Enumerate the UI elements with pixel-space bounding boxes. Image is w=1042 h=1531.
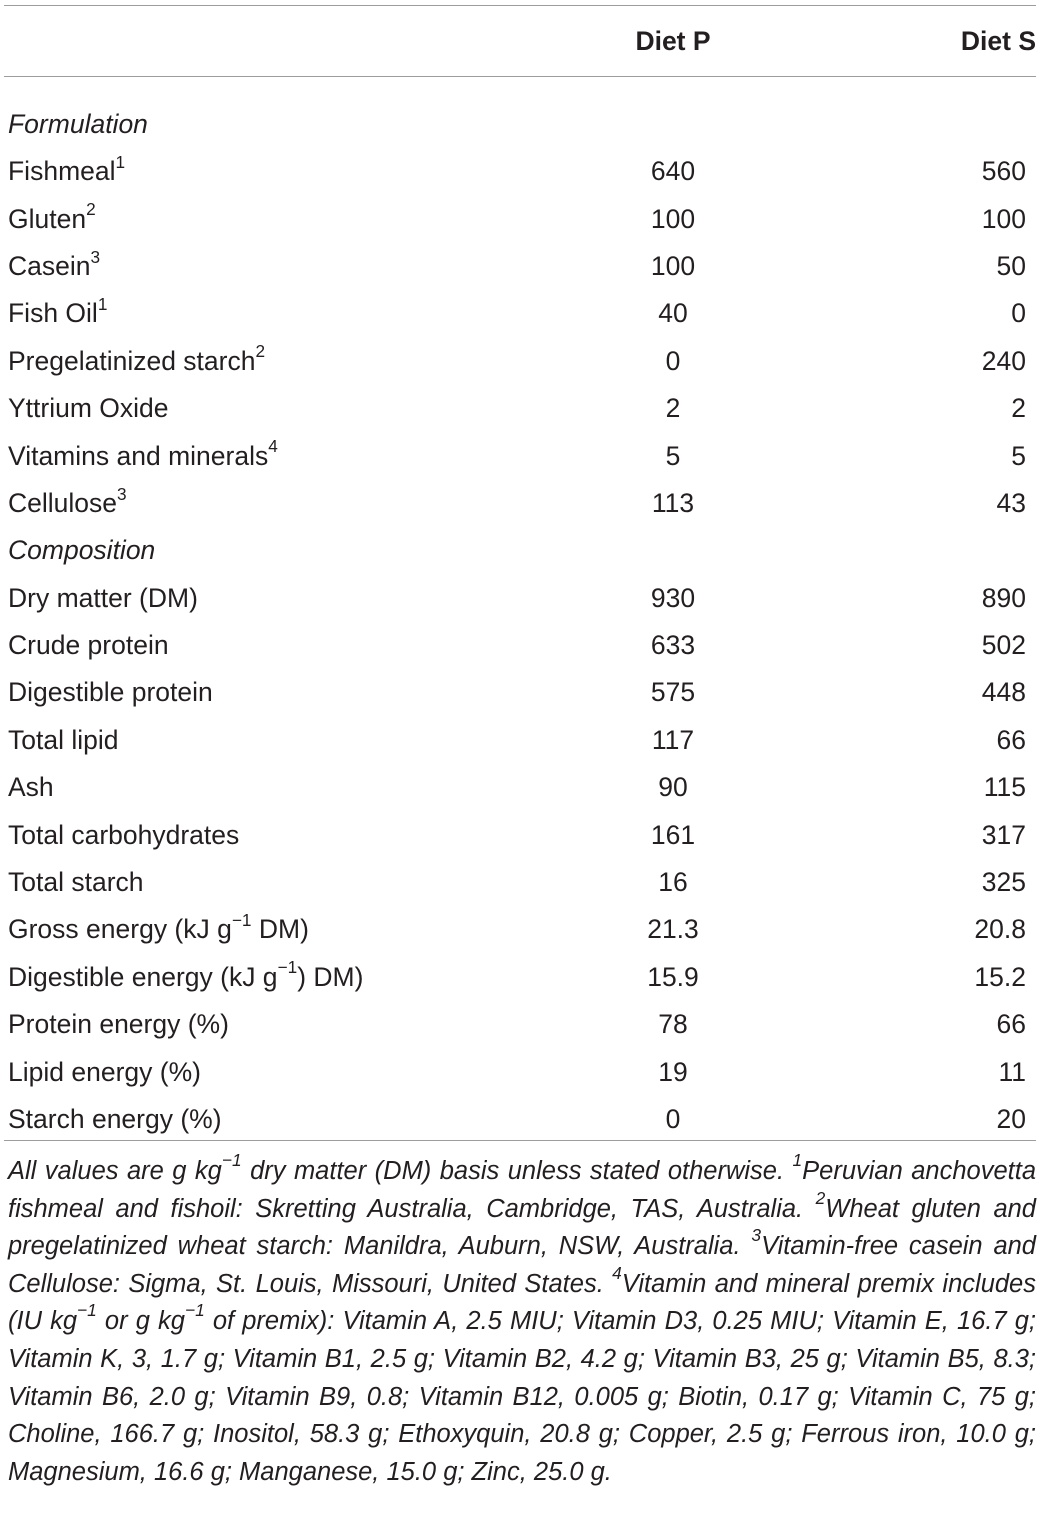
footnote-reference: 3 (90, 246, 101, 267)
footnote-reference: 2 (86, 199, 96, 220)
row-label (0, 622, 566, 669)
table-row (0, 764, 1042, 811)
row-label (0, 338, 566, 385)
table-row (0, 338, 1042, 385)
diet-s-value: 66 (996, 1009, 1026, 1040)
table-row (0, 1096, 1042, 1143)
table-row (0, 906, 1042, 953)
diet-p-value: 575 (650, 677, 696, 708)
section-label: Composition (8, 535, 156, 566)
diet-s-value: 448 (981, 677, 1026, 708)
table-row (0, 859, 1042, 906)
row-label (0, 1048, 566, 1095)
footnote-reference: 1 (97, 293, 108, 314)
diet-s-value: 502 (981, 630, 1026, 661)
row-label (0, 480, 566, 527)
diet-p-value: 633 (650, 630, 696, 661)
diet-s-value: 115 (983, 772, 1026, 803)
diet-s-value: 890 (981, 582, 1026, 613)
diet-s-value: 50 (996, 250, 1026, 281)
row-label (0, 1096, 566, 1143)
row-label-text: Gross energy (kJ g (8, 914, 232, 945)
row-label-text-end: DM) (251, 914, 309, 945)
footnote-mark-2: 2 (815, 1187, 826, 1208)
diet-p-value: 0 (665, 345, 681, 376)
row-label-exponent: −1 (277, 957, 298, 978)
diet-s-value: 43 (996, 487, 1026, 518)
table-row (0, 954, 1042, 1001)
table-row (0, 148, 1042, 195)
header-row (0, 0, 1042, 77)
row-label-text: Yttrium Oxide (8, 393, 169, 424)
diet-p-value: 78 (658, 1009, 688, 1040)
section-header-row (0, 527, 1042, 574)
table-row (0, 290, 1042, 337)
row-label (0, 859, 566, 906)
row-label-text: Fish Oil (8, 298, 98, 329)
footnote-intro-rest: dry matter (DM) basis unless stated otherwise. (241, 1157, 793, 1185)
diet-s-value: 560 (981, 156, 1026, 187)
diet-s-value: 100 (981, 203, 1026, 234)
table-row (0, 575, 1042, 622)
footnote-reference: 2 (255, 341, 266, 362)
header-diet-p: Diet P (635, 26, 711, 56)
diet-p-value: 640 (650, 156, 696, 187)
row-label (0, 385, 566, 432)
row-label (0, 148, 566, 195)
diet-s-value: 325 (981, 867, 1026, 898)
row-label (0, 669, 566, 716)
footnote-reference: 1 (115, 151, 126, 172)
table-row (0, 811, 1042, 858)
row-label (0, 906, 566, 953)
diet-p-value: 161 (650, 819, 696, 850)
footnote-note-1: Peruvian anchovetta fishmeal and fishoil: Skretting Australia, Cambridge, TAS, Australia. (8, 1157, 1036, 1223)
row-label-text: Total starch (8, 867, 144, 898)
table-row (0, 480, 1042, 527)
row-label-text: Lipid energy (%) (8, 1056, 201, 1087)
table-row (0, 432, 1042, 479)
diet-p-value: 21.3 (647, 914, 699, 945)
table-row (0, 385, 1042, 432)
row-label-text: Crude protein (8, 630, 169, 661)
diet-s-value: 15.2 (974, 961, 1026, 992)
footnote-reference: 3 (117, 483, 127, 504)
diet-s-value: 0 (1011, 298, 1026, 329)
footnote-intro: All values are g kg (8, 1157, 222, 1185)
row-label-text: Starch energy (%) (8, 1104, 222, 1134)
diet-s-value: 20 (996, 1104, 1026, 1134)
footnote-mark-4: 4 (612, 1262, 622, 1283)
row-label-text: Digestible protein (8, 677, 213, 708)
row-label-text: Gluten (8, 203, 87, 234)
footnote-note-3: Vitamin-free casein and Cellulose: Sigma, St. Louis, Missouri, United States. (8, 1232, 1036, 1298)
row-label (0, 432, 566, 479)
diet-s-value: 317 (981, 819, 1026, 850)
row-label-text: Pregelatinized starch (8, 345, 256, 376)
row-label-text: Protein energy (%) (8, 1009, 229, 1040)
row-label (0, 1001, 566, 1048)
footnote-note-4-middle: or g kg (96, 1307, 185, 1336)
diet-p-value: 90 (658, 772, 688, 803)
row-label-text: Cellulose (8, 487, 118, 518)
diet-p-value: 15.9 (647, 961, 699, 992)
diet-s-value: 240 (981, 345, 1026, 376)
footnote-reference: 4 (268, 436, 278, 457)
row-label-exponent: −1 (231, 910, 252, 931)
footnote-note-4-superscript-2: −1 (184, 1300, 205, 1321)
footnote-note-4-start: Vitamin and mineral premix includes (IU kg (8, 1269, 1036, 1336)
footnote-mark-1: 1 (792, 1150, 803, 1171)
row-label-text: Vitamins and minerals (8, 440, 269, 471)
row-label-text-end: ) DM) (297, 961, 364, 992)
row-label-text: Total lipid (8, 724, 119, 755)
diet-p-value: 0 (665, 1104, 681, 1134)
row-label-text: Fishmeal (8, 156, 116, 187)
table-row (0, 717, 1042, 764)
footnote-note-2: Wheat gluten and pregelatinized wheat starch: Manildra, Auburn, NSW, Australia. (8, 1194, 1036, 1261)
row-label (0, 195, 566, 242)
diet-p-value: 19 (658, 1056, 688, 1087)
diet-s-value: 2 (1011, 393, 1026, 424)
diet-p-value: 930 (650, 582, 696, 613)
header-diet-s: Diet S (960, 26, 1036, 56)
diet-p-value: 117 (651, 724, 695, 755)
diet-p-value: 2 (665, 393, 681, 424)
row-label-text: Digestible energy (kJ g (8, 961, 278, 992)
row-label (0, 717, 566, 764)
table-row (0, 243, 1042, 290)
row-label-text: Dry matter (DM) (8, 582, 198, 613)
diet-p-value: 100 (650, 250, 696, 281)
table-row (0, 195, 1042, 242)
diet-s-value: 66 (996, 724, 1026, 755)
diet-p-value: 100 (650, 203, 696, 234)
table-footnote (8, 1150, 1037, 1491)
header-label-cell (0, 0, 566, 77)
row-label (0, 290, 566, 337)
row-label (0, 575, 566, 622)
section-header-row (0, 77, 1042, 148)
footnote-intro-superscript: −1 (221, 1150, 242, 1171)
row-label (0, 243, 566, 290)
diet-p-value: 16 (658, 867, 688, 898)
footnote-note-4-rest: of premix): Vitamin A, 2.5 MIU; Vitamin D3, 0.25 MIU; Vitamin E, 16.7 g; Vitamin K, 3, 1.7 g; Vitamin B1, 2.5 g; Vitamin B2, 4.2 g; Vitamin B3, 25 g; Vitamin B5, 8.3; Vitamin B6, 2.0 g; Vitamin B9, 0.8; Vitamin B12, 0.005 g; Biotin, 0.17 g; Vitamin C, 75 g; Choline, 166.7 g; Inositol, 58.3 g; Ethoxyquin, 20.8 g; Copper, 2.5 g; Ferrous iron, 10.0 g; Magnesium, 16.6 g; Manganese, 15.0 g; Zinc, 25.0 g. (8, 1307, 1037, 1486)
table-row (0, 669, 1042, 716)
diet-p-value: 113 (651, 487, 695, 518)
table-row (0, 1048, 1042, 1095)
diet-s-value: 5 (1011, 440, 1026, 471)
table-row (0, 1001, 1042, 1048)
row-label (0, 954, 566, 1001)
section-label: Formulation (8, 109, 148, 139)
diet-p-value: 40 (658, 298, 688, 329)
diet-p-value: 5 (665, 440, 681, 471)
table-row (0, 622, 1042, 669)
row-label (0, 811, 566, 858)
footnote-note-4-superscript-1: −1 (77, 1300, 97, 1321)
table-header (0, 0, 1042, 77)
row-label-text: Total carbohydrates (8, 819, 240, 850)
row-label-text: Casein (8, 250, 91, 281)
footnote-mark-3: 3 (751, 1225, 762, 1246)
row-label-text: Ash (8, 772, 54, 803)
row-label (0, 764, 566, 811)
diet-s-value: 11 (998, 1056, 1026, 1087)
table-body (0, 77, 1042, 1143)
diet-s-value: 20.8 (974, 914, 1026, 945)
